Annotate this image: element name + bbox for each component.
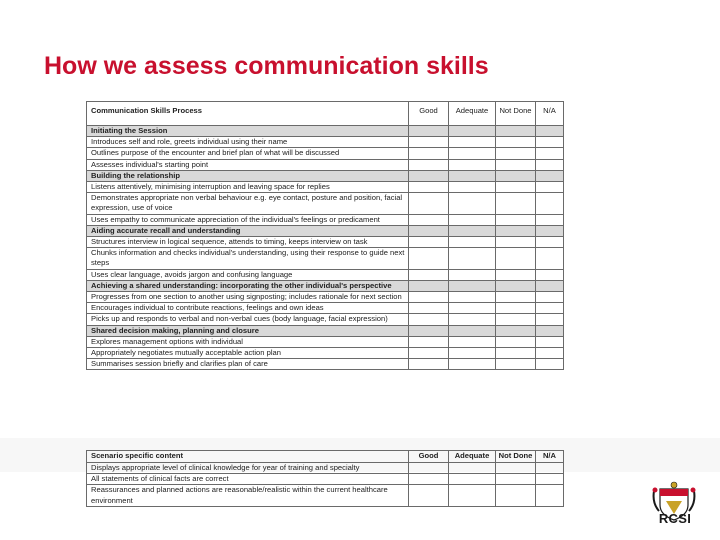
criteria-text: Demonstrates appropriate non verbal behaviour e.g. eye contact, posture and position, facial expression, use of voice xyxy=(87,193,409,214)
rating-cell-adequate[interactable] xyxy=(449,237,496,248)
rating-cell-not-done[interactable] xyxy=(496,193,536,214)
rating-cell-not-done[interactable] xyxy=(496,463,536,474)
rating-cell-not-done[interactable] xyxy=(496,348,536,359)
rating-cell-na[interactable] xyxy=(536,237,564,248)
rating-cell-not-done[interactable] xyxy=(496,214,536,225)
rating-cell-not-done[interactable] xyxy=(496,148,536,159)
rating-cell-good[interactable] xyxy=(409,314,449,325)
section-header-row xyxy=(87,225,564,236)
criteria-text: Encourages individual to contribute reactions, feelings and own ideas xyxy=(87,303,409,314)
rating-cell-not-done[interactable] xyxy=(496,325,536,336)
rating-cell-good[interactable] xyxy=(409,325,449,336)
rating-cell-adequate[interactable] xyxy=(449,170,496,181)
rating-cell-good[interactable] xyxy=(409,237,449,248)
rating-cell-na[interactable] xyxy=(536,463,564,474)
rating-cell-na[interactable] xyxy=(536,193,564,214)
rating-cell-na[interactable] xyxy=(536,359,564,370)
criteria-row xyxy=(87,159,564,170)
criteria-row xyxy=(87,237,564,248)
table-header-row xyxy=(87,102,564,126)
criteria-row xyxy=(87,148,564,159)
column-header-na: N/A xyxy=(536,451,564,463)
rating-cell-na[interactable] xyxy=(536,269,564,280)
rating-cell-na[interactable] xyxy=(536,225,564,236)
table-title: Scenario specific content xyxy=(87,451,409,463)
section-title: Initiating the Session xyxy=(87,126,409,137)
criteria-row xyxy=(87,137,564,148)
rating-cell-not-done[interactable] xyxy=(496,292,536,303)
rating-cell-na[interactable] xyxy=(536,214,564,225)
communication-skills-process-table xyxy=(86,101,564,370)
column-header-not-done: Not Done xyxy=(496,451,536,463)
rating-cell-good[interactable] xyxy=(409,225,449,236)
table-header-row xyxy=(87,451,564,463)
rating-cell-not-done[interactable] xyxy=(496,359,536,370)
rating-cell-na[interactable] xyxy=(536,248,564,269)
criteria-row xyxy=(87,348,564,359)
criteria-text: Summarises session briefly and clarifies plan of care xyxy=(87,359,409,370)
criteria-row xyxy=(87,303,564,314)
criteria-text: Displays appropriate level of clinical knowledge for year of training and specialty xyxy=(87,463,409,474)
column-header-good: Good xyxy=(409,102,449,126)
rating-cell-good[interactable] xyxy=(409,485,449,506)
rating-cell-na[interactable] xyxy=(536,314,564,325)
rating-cell-na[interactable] xyxy=(536,348,564,359)
rating-cell-na[interactable] xyxy=(536,148,564,159)
criteria-text: Chunks information and checks individual's understanding, using their response to guide next steps xyxy=(87,248,409,269)
criteria-text: Assesses individual's starting point xyxy=(87,159,409,170)
rating-cell-adequate[interactable] xyxy=(449,292,496,303)
rating-cell-adequate[interactable] xyxy=(449,159,496,170)
rating-cell-good[interactable] xyxy=(409,348,449,359)
rating-cell-good[interactable] xyxy=(409,336,449,347)
rating-cell-adequate[interactable] xyxy=(449,325,496,336)
section-title: Achieving a shared understanding: incorporating the other individual's perspective xyxy=(87,280,409,291)
rating-cell-not-done[interactable] xyxy=(496,182,536,193)
rating-cell-adequate[interactable] xyxy=(449,463,496,474)
rating-cell-adequate[interactable] xyxy=(449,348,496,359)
rating-cell-na[interactable] xyxy=(536,303,564,314)
criteria-text: Appropriately negotiates mutually acceptable action plan xyxy=(87,348,409,359)
rating-cell-good[interactable] xyxy=(409,182,449,193)
criteria-text: Explores management options with individual xyxy=(87,336,409,347)
rating-cell-good[interactable] xyxy=(409,303,449,314)
criteria-text: Outlines purpose of the encounter and brief plan of what will be discussed xyxy=(87,148,409,159)
section-header-row xyxy=(87,325,564,336)
rating-cell-na[interactable] xyxy=(536,485,564,506)
criteria-row xyxy=(87,193,564,214)
rating-cell-na[interactable] xyxy=(536,182,564,193)
rating-cell-not-done[interactable] xyxy=(496,280,536,291)
criteria-text: Listens attentively, minimising interruption and leaving space for replies xyxy=(87,182,409,193)
rating-cell-good[interactable] xyxy=(409,126,449,137)
rating-cell-good[interactable] xyxy=(409,280,449,291)
rating-cell-adequate[interactable] xyxy=(449,126,496,137)
rating-cell-good[interactable] xyxy=(409,159,449,170)
section-header-row xyxy=(87,170,564,181)
criteria-row xyxy=(87,182,564,193)
column-header-not-done: Not Done xyxy=(496,102,536,126)
criteria-row xyxy=(87,463,564,474)
rating-cell-na[interactable] xyxy=(536,170,564,181)
rating-cell-na[interactable] xyxy=(536,280,564,291)
criteria-text: Uses empathy to communicate appreciation of the individual's feelings or predicament xyxy=(87,214,409,225)
criteria-row xyxy=(87,474,564,485)
slide-title: How we assess communication skills xyxy=(44,52,489,80)
rating-cell-na[interactable] xyxy=(536,137,564,148)
rating-cell-adequate[interactable] xyxy=(449,214,496,225)
criteria-text: Reassurances and planned actions are reasonable/realistic within the current healthcare environment xyxy=(87,485,409,506)
criteria-row xyxy=(87,314,564,325)
section-title: Aiding accurate recall and understanding xyxy=(87,225,409,236)
rating-cell-good[interactable] xyxy=(409,269,449,280)
criteria-text: All statements of clinical facts are correct xyxy=(87,474,409,485)
criteria-row xyxy=(87,269,564,280)
criteria-row xyxy=(87,248,564,269)
rating-cell-adequate[interactable] xyxy=(449,182,496,193)
section-title: Shared decision making, planning and closure xyxy=(87,325,409,336)
rating-cell-adequate[interactable] xyxy=(449,148,496,159)
rating-cell-not-done[interactable] xyxy=(496,248,536,269)
rating-cell-adequate[interactable] xyxy=(449,336,496,347)
criteria-row xyxy=(87,292,564,303)
rating-cell-not-done[interactable] xyxy=(496,170,536,181)
rating-cell-good[interactable] xyxy=(409,359,449,370)
rating-cell-adequate[interactable] xyxy=(449,193,496,214)
rating-cell-na[interactable] xyxy=(536,126,564,137)
rating-cell-not-done[interactable] xyxy=(496,237,536,248)
rating-cell-good[interactable] xyxy=(409,137,449,148)
section-header-row xyxy=(87,280,564,291)
rating-cell-good[interactable] xyxy=(409,193,449,214)
section-header-row xyxy=(87,126,564,137)
column-header-na: N/A xyxy=(536,102,564,126)
section-title: Building the relationship xyxy=(87,170,409,181)
criteria-row xyxy=(87,214,564,225)
rating-cell-na[interactable] xyxy=(536,159,564,170)
rating-cell-good[interactable] xyxy=(409,214,449,225)
rating-cell-not-done[interactable] xyxy=(496,225,536,236)
rating-cell-not-done[interactable] xyxy=(496,303,536,314)
column-header-adequate: Adequate xyxy=(449,451,496,463)
rating-cell-good[interactable] xyxy=(409,292,449,303)
rating-cell-adequate[interactable] xyxy=(449,269,496,280)
rating-cell-not-done[interactable] xyxy=(496,269,536,280)
column-header-adequate: Adequate xyxy=(449,102,496,126)
criteria-text: Picks up and responds to verbal and non-verbal cues (body language, facial expression) xyxy=(87,314,409,325)
criteria-row xyxy=(87,359,564,370)
criteria-text: Introduces self and role, greets individual using their name xyxy=(87,137,409,148)
rating-cell-good[interactable] xyxy=(409,474,449,485)
column-header-good: Good xyxy=(409,451,449,463)
criteria-text: Progresses from one section to another using signposting; includes rationale for next section xyxy=(87,292,409,303)
rating-cell-not-done[interactable] xyxy=(496,474,536,485)
rating-cell-na[interactable] xyxy=(536,325,564,336)
rating-cell-not-done[interactable] xyxy=(496,314,536,325)
rating-cell-na[interactable] xyxy=(536,336,564,347)
rating-cell-good[interactable] xyxy=(409,248,449,269)
rating-cell-good[interactable] xyxy=(409,463,449,474)
rating-cell-not-done[interactable] xyxy=(496,126,536,137)
rating-cell-adequate[interactable] xyxy=(449,314,496,325)
criteria-text: Uses clear language, avoids jargon and confusing language xyxy=(87,269,409,280)
rating-cell-adequate[interactable] xyxy=(449,225,496,236)
table-title: Communication Skills Process xyxy=(87,102,409,126)
rating-cell-adequate[interactable] xyxy=(449,303,496,314)
rating-cell-not-done[interactable] xyxy=(496,137,536,148)
rating-cell-not-done[interactable] xyxy=(496,336,536,347)
scenario-specific-content-table xyxy=(86,450,564,507)
rating-cell-adequate[interactable] xyxy=(449,359,496,370)
rating-cell-adequate[interactable] xyxy=(449,248,496,269)
rcsi-logo-text: RCSI xyxy=(658,511,692,526)
rating-cell-not-done[interactable] xyxy=(496,159,536,170)
rating-cell-adequate[interactable] xyxy=(449,280,496,291)
rating-cell-good[interactable] xyxy=(409,148,449,159)
criteria-row xyxy=(87,336,564,347)
criteria-text: Structures interview in logical sequence, attends to timing, keeps interview on task xyxy=(87,237,409,248)
rating-cell-adequate[interactable] xyxy=(449,485,496,506)
rating-cell-adequate[interactable] xyxy=(449,474,496,485)
rating-cell-na[interactable] xyxy=(536,292,564,303)
rating-cell-good[interactable] xyxy=(409,170,449,181)
rating-cell-not-done[interactable] xyxy=(496,485,536,506)
rating-cell-na[interactable] xyxy=(536,474,564,485)
rating-cell-adequate[interactable] xyxy=(449,137,496,148)
criteria-row xyxy=(87,485,564,506)
